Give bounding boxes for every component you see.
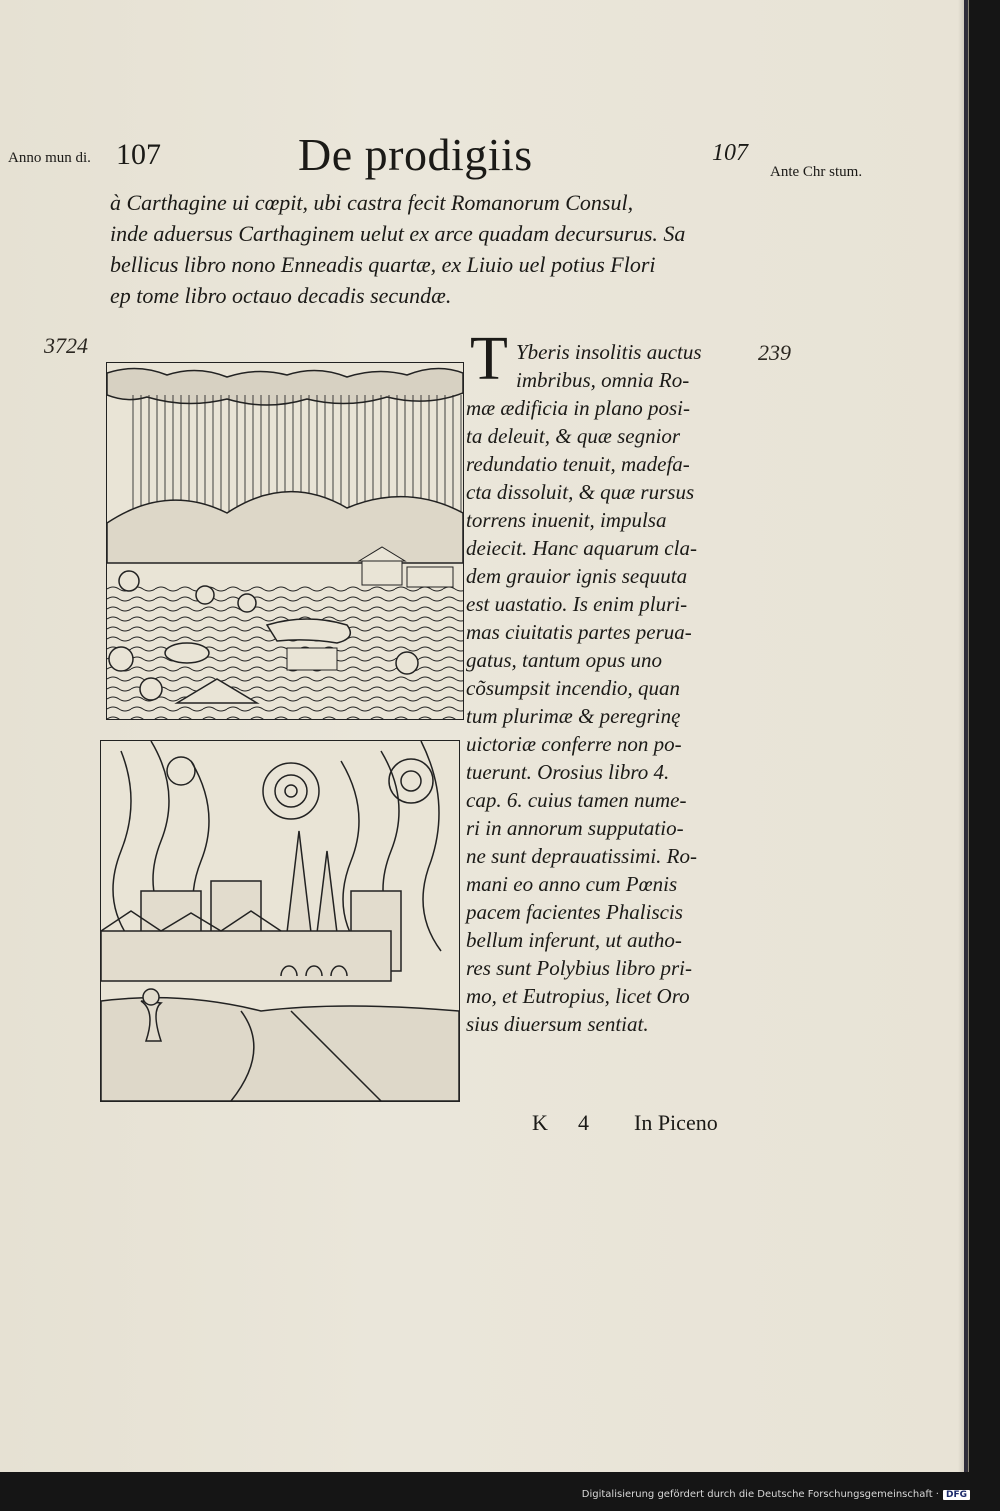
text-line: ne sunt deprauatissimi. Ro- — [466, 844, 697, 868]
marginal-year-left: 3724 — [44, 333, 88, 358]
text-line: sius diuersum sentiat. — [466, 1012, 649, 1036]
text-line: cap. 6. cuius tamen nume- — [466, 788, 687, 812]
intro-line: à Carthagine ui cœpit, ubi castra fecit Romanorum Consul, — [110, 190, 634, 215]
text-line: bellum inferunt, ut autho- — [466, 928, 682, 952]
text-line: res sunt Polybius libro pri- — [466, 956, 692, 980]
text-line: mo, et Eutropius, licet Oro — [466, 984, 690, 1008]
text-line: tum plurimæ & peregrinę — [466, 704, 681, 728]
flood-woodcut-icon — [106, 362, 464, 720]
margin-ante-christum: Ante Chr stum. — [770, 164, 863, 180]
catchword: In Piceno — [634, 1110, 718, 1135]
credit-text: Digitalisierung gefördert durch die Deutsche Forschungsgemeinschaft · — [581, 1489, 939, 1500]
text-line: Yberis insolitis auctus — [516, 340, 702, 364]
text-line: est uastatio. Is enim pluri- — [466, 592, 688, 616]
intro-line: inde aduersus Carthaginem uelut ex arce quadam decursurus. Sa — [110, 221, 686, 246]
intro-line: ep tome libro octauo decadis secundæ. — [110, 283, 452, 308]
text-line: tuerunt. Orosius libro 4. — [466, 760, 670, 784]
text-line: uictoriæ conferre non po- — [466, 732, 682, 756]
page-title: De prodigiis — [298, 129, 533, 180]
text-line: cõsumpsit incendio, quan — [466, 676, 681, 700]
text-line: dem grauior ignis sequuta — [466, 564, 688, 588]
text-line: deiecit. Hanc aquarum cla- — [466, 536, 697, 560]
text-line: cta dissoluit, & quæ rursus — [466, 480, 695, 504]
page-number-left: 107 — [116, 138, 161, 171]
marginal-year-right: 239 — [758, 340, 791, 365]
page-number-right: 107 — [712, 140, 748, 166]
drop-cap: T — [470, 325, 508, 393]
text-line: ri in annorum supputatio- — [466, 816, 684, 840]
text-line: imbribus, omnia Ro- — [516, 368, 690, 392]
text-line: redundatio tenuit, madefa- — [466, 452, 690, 476]
text-line: mæ ædificia in plano posi- — [466, 396, 691, 420]
text-line: gatus, tantum opus uno — [466, 648, 663, 672]
signature-mark: K — [532, 1110, 548, 1135]
text-line: ta deleuit, & quæ segnior — [466, 424, 681, 448]
fire-woodcut-icon — [100, 740, 460, 1102]
intro-line: bellicus libro nono Enneadis quartæ, ex Liuio uel potius Flori — [110, 252, 656, 277]
signature-number: 4 — [578, 1110, 589, 1135]
dfg-logo: DFG — [943, 1490, 970, 1500]
digitization-credit — [582, 1489, 970, 1500]
text-line: torrens inuenit, impulsa — [466, 508, 667, 532]
text-line: mas ciuitatis partes perua- — [466, 620, 692, 644]
margin-anno-mundi: Anno mun di. — [8, 150, 91, 166]
text-line: mani eo anno cum Pœnis — [466, 872, 678, 896]
page-edge — [964, 0, 968, 1472]
text-line: pacem facientes Phaliscis — [466, 900, 683, 924]
